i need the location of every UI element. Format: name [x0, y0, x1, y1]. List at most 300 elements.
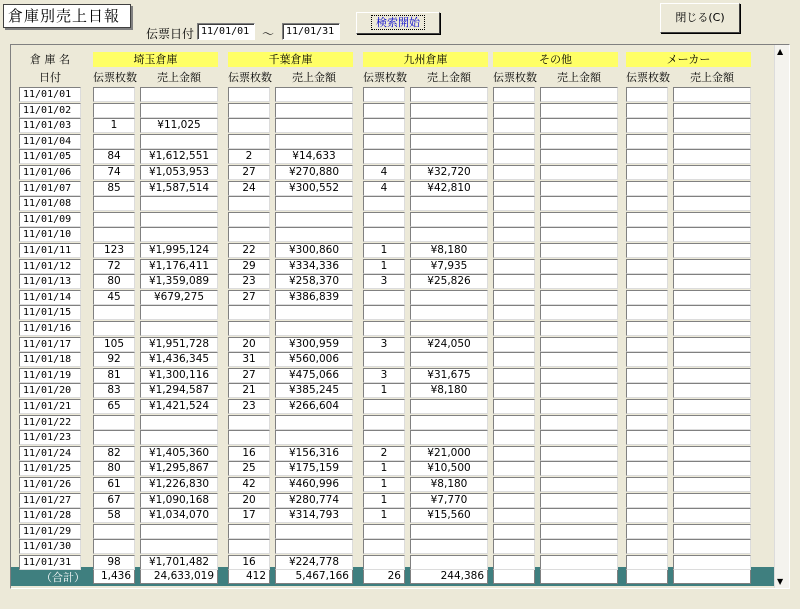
sales-amount-cell	[540, 274, 618, 289]
sales-amount-cell	[540, 134, 618, 149]
slip-count-header: 伝票枚数	[626, 71, 670, 84]
sales-amount-cell	[410, 134, 488, 149]
date-cell: 11/01/13	[19, 274, 81, 289]
date-cell: 11/01/14	[19, 290, 81, 305]
sales-amount-cell	[540, 227, 618, 242]
sales-amount-cell: ¥1,090,168	[140, 493, 218, 508]
sales-amount-cell	[673, 274, 751, 289]
sales-amount-cell	[140, 227, 218, 242]
slip-count-cell	[363, 196, 405, 211]
slip-count-cell: 3	[363, 368, 405, 383]
sales-amount-cell: ¥224,778	[275, 555, 353, 570]
slip-count-cell: 27	[228, 165, 270, 180]
slip-count-cell: 3	[363, 274, 405, 289]
slip-count-cell	[93, 539, 135, 554]
date-from-input[interactable]: 11/01/01	[197, 23, 255, 40]
slip-count-cell: 16	[228, 555, 270, 570]
sales-amount-cell	[673, 227, 751, 242]
sales-amount-cell	[540, 243, 618, 258]
search-button[interactable]	[356, 12, 440, 34]
sales-amount-cell	[140, 430, 218, 445]
sales-amount-cell: ¥32,720	[410, 165, 488, 180]
date-cell: 11/01/11	[19, 243, 81, 258]
sales-amount-cell	[410, 539, 488, 554]
sales-amount-cell	[140, 134, 218, 149]
slip-count-cell: 31	[228, 352, 270, 367]
date-cell: 11/01/21	[19, 399, 81, 414]
warehouse-header: メーカー	[626, 52, 751, 67]
slip-count-cell: 27	[228, 290, 270, 305]
slip-count-cell: 80	[93, 274, 135, 289]
slip-count-cell	[493, 477, 535, 492]
slip-count-cell: 23	[228, 274, 270, 289]
sales-amount-cell	[540, 149, 618, 164]
sales-amount-cell	[410, 103, 488, 118]
sales-amount-cell	[673, 196, 751, 211]
sales-amount-cell	[540, 555, 618, 570]
sales-amount-cell	[673, 399, 751, 414]
date-cell: 11/01/09	[19, 212, 81, 227]
slip-count-cell: 20	[228, 493, 270, 508]
date-cell: 11/01/22	[19, 415, 81, 430]
slip-count-cell	[626, 103, 668, 118]
slip-count-cell: 1	[363, 461, 405, 476]
slip-count-cell	[493, 415, 535, 430]
sales-amount-cell: ¥1,405,360	[140, 446, 218, 461]
sales-amount-cell	[540, 305, 618, 320]
sales-amount-cell: ¥7,770	[410, 493, 488, 508]
slip-count-cell	[626, 118, 668, 133]
sales-amount-cell: ¥8,180	[410, 243, 488, 258]
slip-count-cell	[626, 399, 668, 414]
total-slip-count: 26	[363, 569, 405, 584]
sales-amount-cell	[673, 383, 751, 398]
slip-count-cell	[626, 196, 668, 211]
slip-count-cell	[93, 87, 135, 102]
sales-amount-cell	[540, 477, 618, 492]
slip-count-cell	[93, 321, 135, 336]
sales-amount-cell	[410, 524, 488, 539]
slip-count-cell: 84	[93, 149, 135, 164]
slip-count-cell: 1	[363, 477, 405, 492]
slip-count-cell: 61	[93, 477, 135, 492]
date-cell: 11/01/10	[19, 227, 81, 242]
sales-amount-cell: ¥8,180	[410, 383, 488, 398]
sales-amount-cell	[540, 103, 618, 118]
sales-amount-cell	[275, 134, 353, 149]
slip-count-cell	[493, 446, 535, 461]
sales-amount-cell	[540, 383, 618, 398]
sales-amount-header: 売上金額	[292, 71, 336, 84]
slip-count-cell	[493, 508, 535, 523]
slip-count-cell: 74	[93, 165, 135, 180]
slip-count-cell	[363, 305, 405, 320]
slip-count-cell: 67	[93, 493, 135, 508]
sales-amount-cell: ¥15,560	[410, 508, 488, 523]
sales-amount-cell	[140, 415, 218, 430]
sales-amount-cell	[673, 305, 751, 320]
slip-count-cell: 82	[93, 446, 135, 461]
slip-count-cell	[626, 368, 668, 383]
slip-count-cell: 45	[93, 290, 135, 305]
sales-amount-cell	[275, 227, 353, 242]
sales-amount-cell	[275, 524, 353, 539]
slip-count-cell	[228, 321, 270, 336]
totals-label: （合計）	[41, 571, 85, 584]
slip-count-cell	[363, 134, 405, 149]
date-cell: 11/01/19	[19, 368, 81, 383]
sales-amount-cell: ¥11,025	[140, 118, 218, 133]
sales-amount-header: 売上金額	[427, 71, 471, 84]
slip-count-cell	[228, 103, 270, 118]
date-column-header: 日付	[39, 71, 61, 84]
slip-count-cell: 23	[228, 399, 270, 414]
sales-amount-cell: ¥386,839	[275, 290, 353, 305]
slip-count-cell	[493, 399, 535, 414]
sales-amount-cell: ¥280,774	[275, 493, 353, 508]
slip-count-cell	[228, 524, 270, 539]
sales-amount-cell	[140, 87, 218, 102]
sales-amount-cell	[540, 430, 618, 445]
slip-count-cell	[363, 149, 405, 164]
sales-amount-cell: ¥42,810	[410, 181, 488, 196]
total-sales-amount: 5,467,166	[275, 569, 353, 584]
date-cell: 11/01/29	[19, 524, 81, 539]
slip-count-cell	[626, 227, 668, 242]
slip-count-cell	[493, 259, 535, 274]
slip-count-cell: 20	[228, 337, 270, 352]
slip-count-cell	[93, 305, 135, 320]
sales-amount-cell	[275, 87, 353, 102]
sales-amount-header: 売上金額	[690, 71, 734, 84]
slip-count-cell	[228, 212, 270, 227]
date-cell: 11/01/25	[19, 461, 81, 476]
sales-amount-cell: ¥314,793	[275, 508, 353, 523]
date-cell: 11/01/20	[19, 383, 81, 398]
date-cell: 11/01/03	[19, 118, 81, 133]
slip-count-cell: 25	[228, 461, 270, 476]
slip-count-cell	[626, 415, 668, 430]
slip-count-cell	[493, 87, 535, 102]
slip-count-cell	[626, 243, 668, 258]
sales-amount-cell: ¥1,176,411	[140, 259, 218, 274]
slip-count-cell: 123	[93, 243, 135, 258]
sales-amount-cell	[673, 165, 751, 180]
slip-count-cell	[493, 181, 535, 196]
sales-amount-cell: ¥8,180	[410, 477, 488, 492]
slip-count-cell	[93, 430, 135, 445]
slip-count-cell	[363, 103, 405, 118]
slip-count-cell: 3	[363, 337, 405, 352]
slip-count-cell	[493, 196, 535, 211]
sales-amount-cell	[540, 181, 618, 196]
report-panel	[10, 44, 790, 589]
sales-amount-cell	[410, 399, 488, 414]
sales-amount-cell	[540, 337, 618, 352]
sales-amount-cell	[540, 259, 618, 274]
date-to-input[interactable]: 11/01/31	[282, 23, 340, 40]
slip-count-cell	[626, 352, 668, 367]
slip-count-cell: 1	[363, 383, 405, 398]
total-slip-count: 1,436	[93, 569, 135, 584]
slip-count-cell	[626, 165, 668, 180]
scroll-down-icon[interactable]: ▼	[777, 577, 784, 586]
sales-amount-cell: ¥258,370	[275, 274, 353, 289]
sales-amount-cell: ¥1,701,482	[140, 555, 218, 570]
sales-amount-cell	[140, 103, 218, 118]
slip-count-cell	[228, 430, 270, 445]
sales-amount-cell: ¥1,587,514	[140, 181, 218, 196]
sales-amount-cell	[410, 555, 488, 570]
slip-count-cell	[626, 305, 668, 320]
date-cell: 11/01/01	[19, 87, 81, 102]
sales-amount-cell: ¥1,995,124	[140, 243, 218, 258]
slip-count-cell: 72	[93, 259, 135, 274]
slip-count-cell	[493, 352, 535, 367]
sales-amount-cell: ¥300,860	[275, 243, 353, 258]
sales-amount-cell	[673, 337, 751, 352]
sales-amount-cell	[275, 305, 353, 320]
sales-amount-cell: ¥25,826	[410, 274, 488, 289]
date-cell: 11/01/31	[19, 555, 81, 570]
sales-amount-cell: ¥1,295,867	[140, 461, 218, 476]
sales-amount-cell	[673, 149, 751, 164]
date-cell: 11/01/26	[19, 477, 81, 492]
sales-amount-cell: ¥460,996	[275, 477, 353, 492]
date-cell: 11/01/16	[19, 321, 81, 336]
total-slip-count	[493, 569, 535, 584]
search-button-label: 検索開始	[371, 15, 425, 30]
sales-amount-cell: ¥156,316	[275, 446, 353, 461]
slip-count-cell: 98	[93, 555, 135, 570]
slip-count-cell	[493, 149, 535, 164]
slip-count-cell	[363, 415, 405, 430]
slip-count-cell: 105	[93, 337, 135, 352]
sales-amount-cell	[540, 352, 618, 367]
sales-amount-cell: ¥385,245	[275, 383, 353, 398]
sales-amount-cell: ¥560,006	[275, 352, 353, 367]
warehouse-header: その他	[493, 52, 618, 67]
slip-count-cell	[228, 118, 270, 133]
slip-count-cell: 92	[93, 352, 135, 367]
date-cell: 11/01/04	[19, 134, 81, 149]
slip-count-cell	[493, 430, 535, 445]
sales-amount-cell	[410, 196, 488, 211]
sales-amount-cell	[673, 430, 751, 445]
slip-count-cell: 81	[93, 368, 135, 383]
sales-amount-cell	[140, 305, 218, 320]
sales-amount-cell	[140, 212, 218, 227]
slip-count-cell	[363, 555, 405, 570]
slip-count-cell: 27	[228, 368, 270, 383]
slip-count-cell: 83	[93, 383, 135, 398]
sales-amount-cell	[540, 87, 618, 102]
sales-amount-cell	[673, 243, 751, 258]
sales-amount-cell	[673, 134, 751, 149]
slip-count-cell	[493, 493, 535, 508]
sales-amount-cell: ¥21,000	[410, 446, 488, 461]
total-slip-count	[626, 569, 668, 584]
slip-count-header: 伝票枚数	[93, 71, 137, 84]
date-cell: 11/01/02	[19, 103, 81, 118]
date-label: 伝票日付	[146, 27, 195, 41]
warehouse-header: 千葉倉庫	[228, 52, 353, 67]
slip-count-cell: 29	[228, 259, 270, 274]
slip-count-cell	[228, 196, 270, 211]
sales-amount-cell	[275, 212, 353, 227]
sales-amount-cell	[540, 415, 618, 430]
sales-amount-cell	[410, 305, 488, 320]
sales-amount-cell	[140, 196, 218, 211]
date-range-separator: ～	[262, 27, 275, 41]
date-cell: 11/01/06	[19, 165, 81, 180]
slip-count-cell	[493, 524, 535, 539]
sales-amount-cell	[673, 118, 751, 133]
sales-amount-cell	[673, 555, 751, 570]
slip-count-cell	[93, 212, 135, 227]
sales-amount-cell	[673, 508, 751, 523]
sales-amount-cell	[540, 321, 618, 336]
sales-amount-cell: ¥266,604	[275, 399, 353, 414]
slip-count-cell	[626, 259, 668, 274]
slip-count-cell	[363, 118, 405, 133]
sales-amount-cell	[540, 368, 618, 383]
slip-count-cell: 21	[228, 383, 270, 398]
slip-count-cell	[363, 290, 405, 305]
sales-amount-cell	[673, 446, 751, 461]
total-sales-amount	[540, 569, 618, 584]
warehouse-name-label: 倉 庫 名	[30, 53, 70, 66]
sales-amount-cell	[540, 196, 618, 211]
slip-count-cell	[626, 212, 668, 227]
slip-count-cell: 1	[363, 493, 405, 508]
slip-count-cell	[363, 539, 405, 554]
slip-count-cell	[493, 461, 535, 476]
date-cell: 11/01/05	[19, 149, 81, 164]
slip-count-cell: 1	[363, 508, 405, 523]
sales-amount-cell: ¥7,935	[410, 259, 488, 274]
slip-count-cell	[493, 539, 535, 554]
sales-amount-cell	[673, 181, 751, 196]
vertical-scrollbar[interactable]	[774, 45, 789, 588]
slip-count-cell	[93, 524, 135, 539]
slip-count-cell	[626, 383, 668, 398]
slip-count-cell: 2	[228, 149, 270, 164]
slip-count-cell: 4	[363, 165, 405, 180]
slip-count-cell	[493, 118, 535, 133]
sales-amount-cell: ¥679,275	[140, 290, 218, 305]
sales-amount-cell	[673, 493, 751, 508]
window-title: 倉庫別売上日報	[3, 4, 131, 28]
sales-amount-cell	[410, 87, 488, 102]
sales-amount-cell	[673, 259, 751, 274]
sales-amount-cell	[410, 227, 488, 242]
slip-count-cell	[363, 321, 405, 336]
sales-amount-cell	[540, 524, 618, 539]
close-button[interactable]: 閉じる(C)	[660, 3, 740, 33]
slip-count-header: 伝票枚数	[363, 71, 407, 84]
slip-count-cell	[626, 493, 668, 508]
sales-amount-cell	[275, 430, 353, 445]
sales-amount-cell	[410, 415, 488, 430]
sales-amount-cell: ¥1,421,524	[140, 399, 218, 414]
sales-amount-cell	[673, 415, 751, 430]
slip-count-cell	[626, 134, 668, 149]
sales-amount-cell	[140, 321, 218, 336]
slip-count-cell: 4	[363, 181, 405, 196]
sales-amount-cell	[673, 477, 751, 492]
slip-count-cell	[626, 274, 668, 289]
slip-count-cell	[93, 227, 135, 242]
slip-count-cell	[228, 415, 270, 430]
slip-count-cell: 24	[228, 181, 270, 196]
sales-amount-cell: ¥1,300,116	[140, 368, 218, 383]
sales-amount-cell: ¥24,050	[410, 337, 488, 352]
slip-count-cell	[93, 415, 135, 430]
slip-count-cell: 22	[228, 243, 270, 258]
slip-count-cell	[363, 399, 405, 414]
slip-count-cell	[93, 134, 135, 149]
slip-count-cell	[493, 555, 535, 570]
slip-count-cell	[626, 337, 668, 352]
date-cell: 11/01/17	[19, 337, 81, 352]
sales-amount-cell	[140, 539, 218, 554]
date-cell: 11/01/18	[19, 352, 81, 367]
slip-count-cell	[626, 290, 668, 305]
slip-count-cell: 1	[93, 118, 135, 133]
slip-count-cell	[626, 181, 668, 196]
slip-count-cell	[626, 524, 668, 539]
date-cell: 11/01/30	[19, 539, 81, 554]
slip-count-cell: 58	[93, 508, 135, 523]
sales-amount-cell	[410, 430, 488, 445]
slip-count-cell: 16	[228, 446, 270, 461]
date-cell: 11/01/07	[19, 181, 81, 196]
sales-amount-cell	[540, 165, 618, 180]
sales-amount-header: 売上金額	[557, 71, 601, 84]
sales-amount-cell	[410, 352, 488, 367]
slip-count-cell: 85	[93, 181, 135, 196]
slip-count-cell	[493, 383, 535, 398]
slip-count-cell	[493, 337, 535, 352]
slip-count-cell: 80	[93, 461, 135, 476]
sales-amount-cell	[673, 321, 751, 336]
slip-count-cell	[493, 243, 535, 258]
slip-count-cell	[626, 321, 668, 336]
slip-count-cell	[228, 87, 270, 102]
slip-count-cell	[363, 212, 405, 227]
slip-count-cell	[493, 368, 535, 383]
sales-amount-cell	[540, 508, 618, 523]
sales-amount-cell	[540, 118, 618, 133]
sales-amount-cell: ¥475,066	[275, 368, 353, 383]
sales-amount-cell: ¥1,359,089	[140, 274, 218, 289]
slip-count-cell	[93, 103, 135, 118]
sales-amount-cell	[673, 103, 751, 118]
scroll-up-icon[interactable]: ▲	[777, 47, 784, 56]
sales-amount-cell: ¥175,159	[275, 461, 353, 476]
slip-count-cell	[363, 227, 405, 242]
report-grid	[11, 45, 775, 588]
sales-amount-cell	[540, 399, 618, 414]
slip-count-cell	[626, 461, 668, 476]
slip-count-cell	[493, 290, 535, 305]
sales-amount-cell	[673, 524, 751, 539]
slip-count-header: 伝票枚数	[493, 71, 537, 84]
date-cell: 11/01/08	[19, 196, 81, 211]
slip-count-cell	[363, 352, 405, 367]
sales-amount-cell: ¥1,053,953	[140, 165, 218, 180]
